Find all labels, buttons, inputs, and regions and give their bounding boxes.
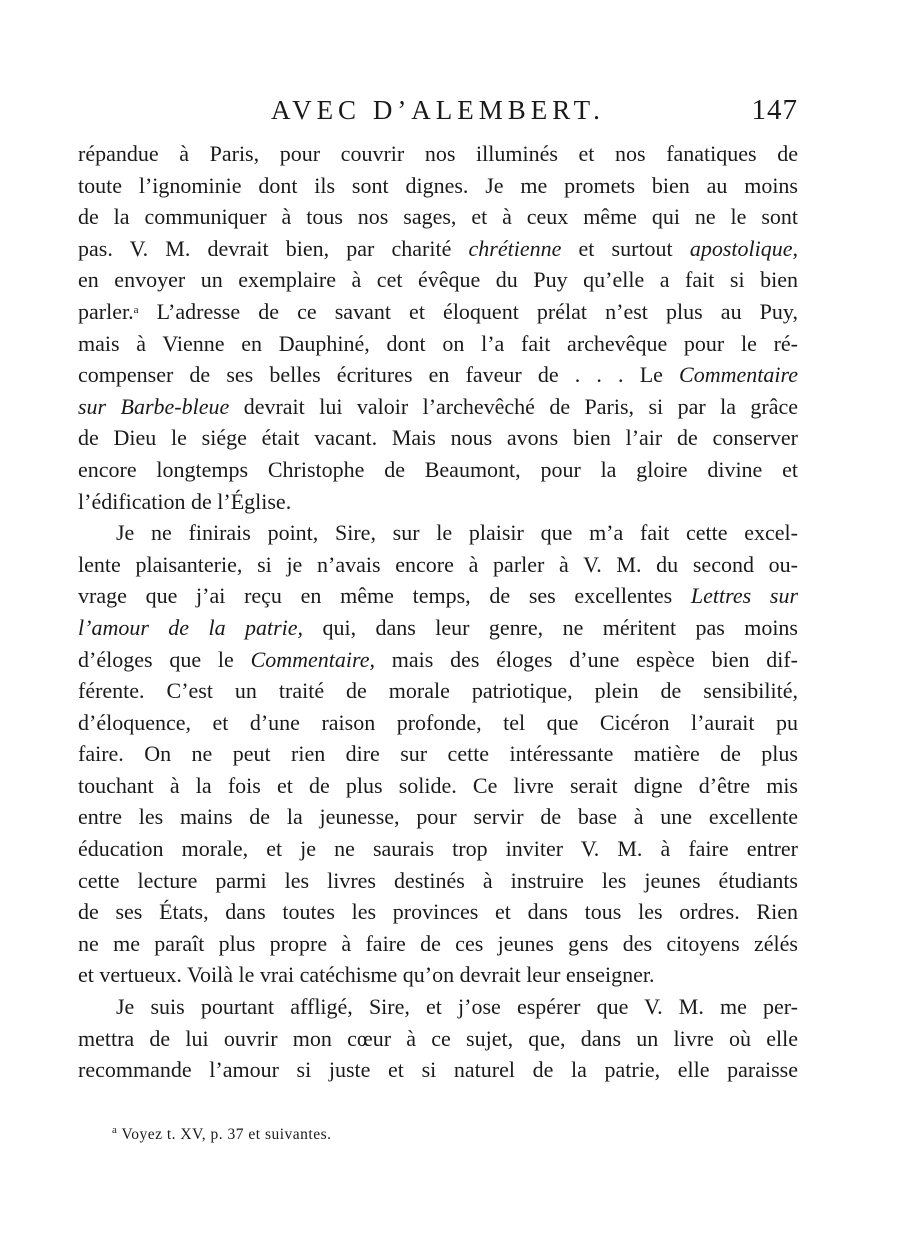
text-line: toute l’ignominie dont ils sont dignes. Je me promets bien au moins: [78, 172, 798, 198]
text-line: lente plaisanterie, si je n’avais encore à parler à V. M. du second ou-: [78, 551, 798, 577]
text-segment: L’adresse de ce savant et éloquent prélat n’est plus au Puy,: [138, 298, 798, 324]
text-segment: parler.: [78, 298, 134, 324]
text-line: Je suis pourtant affligé, Sire, et j’ose espérer que V. M. me per-: [116, 994, 798, 1020]
text-segment: compenser de ses belles écritures en faveur de . . . Le: [78, 362, 680, 388]
text-segment: d’éloges que le: [78, 646, 251, 672]
italic-text: sur Barbe-bleue: [78, 393, 230, 419]
text-line: éducation morale, et je ne saurais trop inviter V. M. à faire entrer: [78, 836, 798, 862]
footnote-marker: a: [133, 303, 139, 316]
italic-text: chrétienne: [468, 235, 562, 261]
text-line: [78, 296, 798, 328]
running-title: AVEC D’ALEMBERT.: [271, 95, 605, 125]
text-line: [78, 233, 798, 265]
text-line: [78, 644, 798, 676]
italic-text: Commentaire,: [250, 646, 376, 672]
text-line: et vertueux. Voilà le vrai catéchisme qu’on devrait leur enseigner.: [78, 962, 655, 988]
text-line: [78, 580, 798, 612]
footnote-text: Voyez t. XV, p. 37 et suivantes.: [121, 1126, 332, 1143]
footnote-marker: a: [112, 1124, 118, 1136]
text-line: entre les mains de la jeunesse, pour servir de base à une excellente: [78, 804, 798, 830]
text-line: férente. C’est un traité de morale patriotique, plein de sensibilité,: [78, 678, 798, 704]
text-line: de la communiquer à tous nos sages, et à ceux même qui ne le sont: [78, 204, 798, 230]
italic-text: apostolique,: [689, 235, 798, 261]
italic-text: Lettres sur: [690, 583, 798, 609]
text-line: faire. On ne peut rien dire sur cette intéressante matière de plus: [78, 741, 798, 767]
text-line: recommande l’amour si juste et si naturel de la patrie, elle paraisse: [78, 1057, 798, 1083]
body-text: [78, 138, 798, 1086]
text-segment: qui, dans leur genre, ne méritent pas moins: [303, 614, 798, 640]
text-segment: et surtout: [561, 235, 690, 261]
text-line: encore longtemps Christophe de Beaumont, pour la gloire divine et: [78, 456, 798, 482]
text-line: touchant à la fois et de plus solide. Ce livre serait digne d’être mis: [78, 772, 798, 798]
text-segment: pas. V. M. devrait bien, par charité: [78, 235, 469, 261]
text-line: en envoyer un exemplaire à cet évêque du Puy qu’elle a fait si bien: [78, 267, 798, 293]
italic-text: l’amour de la patrie,: [78, 614, 304, 640]
text-line: de ses États, dans toutes les provinces et dans tous les ordres. Rien: [78, 899, 798, 925]
text-line: cette lecture parmi les livres destinés à instruire les jeunes étudiants: [78, 867, 798, 893]
text-line: d’éloquence, et d’une raison profonde, tel que Cicéron l’aurait pu: [78, 709, 798, 735]
text-segment: vrage que j’ai reçu en même temps, de ses excellentes: [78, 583, 691, 609]
text-line: Je ne finirais point, Sire, sur le plaisir que m’a fait cette excel-: [116, 520, 798, 546]
text-line: répandue à Paris, pour couvrir nos illuminés et nos fanatiques de: [78, 141, 798, 166]
text-segment: devrait lui valoir l’archevêché de Paris, si par la grâce: [229, 393, 798, 419]
text-line: l’édification de l’Église.: [78, 488, 292, 514]
text-segment: mais des éloges d’une espèce bien dif-: [375, 646, 798, 672]
text-line: [78, 391, 798, 423]
footnote: [112, 1124, 332, 1146]
page-number: 147: [751, 94, 798, 126]
text-line: ne me paraît plus propre à faire de ces jeunes gens des citoyens zélés: [78, 930, 798, 956]
text-line: de Dieu le siége était vacant. Mais nous avons bien l’air de conserver: [78, 425, 798, 451]
text-line: [78, 612, 798, 644]
text-line: [78, 359, 798, 391]
text-line: mais à Vienne en Dauphiné, dont on l’a fait archevêque pour le ré-: [78, 330, 798, 356]
running-head: [78, 90, 798, 130]
text-line: mettra de lui ouvrir mon cœur à ce sujet, que, dans un livre où elle: [78, 1025, 798, 1051]
italic-text: Commentaire: [679, 362, 798, 388]
